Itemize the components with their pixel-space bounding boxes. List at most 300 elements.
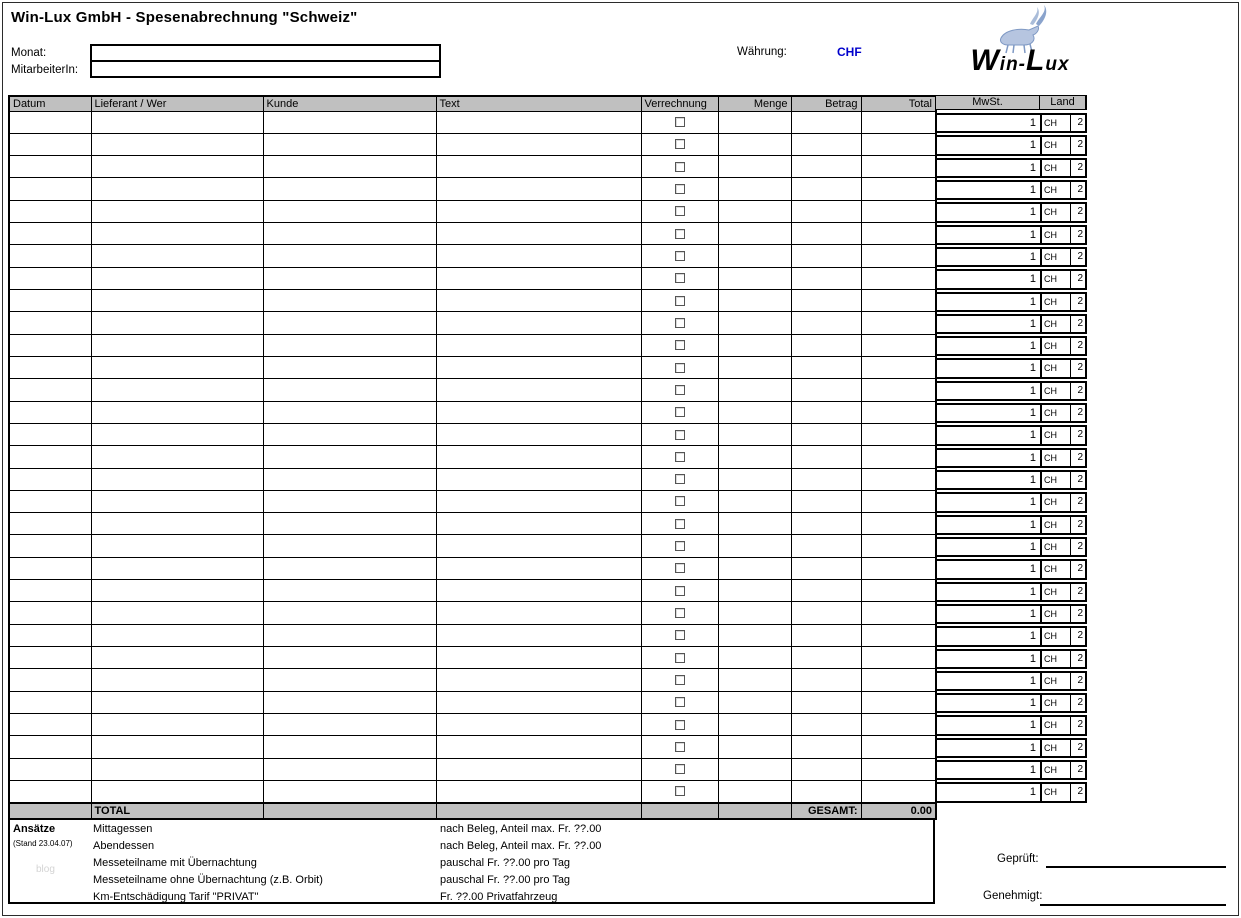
cell-text[interactable]: [436, 513, 641, 535]
cell-betrag[interactable]: [791, 111, 861, 133]
cell-lieferant[interactable]: [91, 647, 263, 669]
mitarbeiterin-input[interactable]: [90, 60, 441, 78]
cell-datum[interactable]: [9, 401, 91, 423]
land-dropdown[interactable]: [1040, 314, 1087, 334]
cell-datum[interactable]: [9, 580, 91, 602]
cell-total[interactable]: [861, 401, 936, 423]
cell-lieferant[interactable]: [91, 758, 263, 780]
land-dropdown[interactable]: [1040, 671, 1087, 691]
cell-lieferant[interactable]: [91, 156, 263, 178]
cell-betrag[interactable]: [791, 178, 861, 200]
cell-betrag[interactable]: [791, 647, 861, 669]
cell-menge[interactable]: [718, 602, 791, 624]
mwst-dropdown[interactable]: 1: [935, 225, 1040, 245]
land-dropdown[interactable]: [1040, 782, 1087, 802]
cell-datum[interactable]: [9, 557, 91, 579]
cell-text[interactable]: [436, 580, 641, 602]
cell-menge[interactable]: [718, 557, 791, 579]
cell-betrag[interactable]: [791, 156, 861, 178]
cell-text[interactable]: [436, 780, 641, 802]
verrechnung-checkbox[interactable]: [675, 273, 685, 283]
cell-text[interactable]: [436, 423, 641, 445]
land-dropdown[interactable]: [1040, 425, 1087, 445]
cell-text[interactable]: [436, 669, 641, 691]
cell-datum[interactable]: [9, 468, 91, 490]
cell-betrag[interactable]: [791, 401, 861, 423]
cell-datum[interactable]: [9, 245, 91, 267]
cell-datum[interactable]: [9, 758, 91, 780]
cell-betrag[interactable]: [791, 780, 861, 802]
cell-menge[interactable]: [718, 580, 791, 602]
cell-betrag[interactable]: [791, 290, 861, 312]
cell-text[interactable]: [436, 178, 641, 200]
cell-total[interactable]: [861, 178, 936, 200]
verrechnung-checkbox[interactable]: [675, 786, 685, 796]
cell-betrag[interactable]: [791, 557, 861, 579]
cell-kunde[interactable]: [263, 334, 436, 356]
cell-kunde[interactable]: [263, 446, 436, 468]
cell-betrag[interactable]: [791, 713, 861, 735]
cell-kunde[interactable]: [263, 490, 436, 512]
verrechnung-checkbox[interactable]: [675, 675, 685, 685]
mwst-dropdown[interactable]: 1: [935, 358, 1040, 378]
cell-total[interactable]: [861, 691, 936, 713]
cell-datum[interactable]: [9, 691, 91, 713]
verrechnung-checkbox[interactable]: [675, 541, 685, 551]
verrechnung-checkbox[interactable]: [675, 452, 685, 462]
cell-betrag[interactable]: [791, 446, 861, 468]
land-dropdown[interactable]: [1040, 381, 1087, 401]
cell-lieferant[interactable]: [91, 178, 263, 200]
cell-datum[interactable]: [9, 133, 91, 155]
cell-betrag[interactable]: [791, 223, 861, 245]
mwst-dropdown[interactable]: 1: [935, 470, 1040, 490]
verrechnung-checkbox[interactable]: [675, 720, 685, 730]
verrechnung-checkbox[interactable]: [675, 162, 685, 172]
cell-datum[interactable]: [9, 736, 91, 758]
cell-lieferant[interactable]: [91, 446, 263, 468]
cell-datum[interactable]: [9, 490, 91, 512]
cell-text[interactable]: [436, 290, 641, 312]
cell-total[interactable]: [861, 758, 936, 780]
cell-kunde[interactable]: [263, 557, 436, 579]
cell-betrag[interactable]: [791, 468, 861, 490]
cell-menge[interactable]: [718, 223, 791, 245]
cell-menge[interactable]: [718, 200, 791, 222]
cell-betrag[interactable]: [791, 513, 861, 535]
cell-datum[interactable]: [9, 535, 91, 557]
cell-total[interactable]: [861, 468, 936, 490]
cell-text[interactable]: [436, 624, 641, 646]
land-dropdown[interactable]: [1040, 604, 1087, 624]
cell-text[interactable]: [436, 535, 641, 557]
cell-text[interactable]: [436, 557, 641, 579]
cell-betrag[interactable]: [791, 334, 861, 356]
land-dropdown[interactable]: [1040, 693, 1087, 713]
land-dropdown[interactable]: [1040, 113, 1087, 133]
cell-total[interactable]: [861, 267, 936, 289]
verrechnung-checkbox[interactable]: [675, 608, 685, 618]
cell-text[interactable]: [436, 111, 641, 133]
cell-kunde[interactable]: [263, 356, 436, 378]
cell-betrag[interactable]: [791, 535, 861, 557]
mwst-dropdown[interactable]: 1: [935, 782, 1040, 802]
cell-kunde[interactable]: [263, 713, 436, 735]
verrechnung-checkbox[interactable]: [675, 184, 685, 194]
cell-datum[interactable]: [9, 602, 91, 624]
cell-text[interactable]: [436, 490, 641, 512]
mwst-dropdown[interactable]: 1: [935, 537, 1040, 557]
cell-kunde[interactable]: [263, 423, 436, 445]
cell-text[interactable]: [436, 736, 641, 758]
cell-menge[interactable]: [718, 490, 791, 512]
cell-total[interactable]: [861, 535, 936, 557]
land-dropdown[interactable]: [1040, 649, 1087, 669]
verrechnung-checkbox[interactable]: [675, 653, 685, 663]
cell-total[interactable]: [861, 736, 936, 758]
cell-kunde[interactable]: [263, 513, 436, 535]
cell-menge[interactable]: [718, 245, 791, 267]
cell-kunde[interactable]: [263, 312, 436, 334]
cell-kunde[interactable]: [263, 111, 436, 133]
cell-kunde[interactable]: [263, 200, 436, 222]
cell-kunde[interactable]: [263, 602, 436, 624]
land-dropdown[interactable]: [1040, 537, 1087, 557]
verrechnung-checkbox[interactable]: [675, 430, 685, 440]
cell-text[interactable]: [436, 691, 641, 713]
cell-text[interactable]: [436, 245, 641, 267]
cell-betrag[interactable]: [791, 736, 861, 758]
verrechnung-checkbox[interactable]: [675, 229, 685, 239]
cell-menge[interactable]: [718, 423, 791, 445]
cell-datum[interactable]: [9, 334, 91, 356]
mwst-dropdown[interactable]: 1: [935, 448, 1040, 468]
cell-kunde[interactable]: [263, 223, 436, 245]
cell-menge[interactable]: [718, 758, 791, 780]
cell-kunde[interactable]: [263, 758, 436, 780]
cell-betrag[interactable]: [791, 691, 861, 713]
cell-menge[interactable]: [718, 513, 791, 535]
cell-datum[interactable]: [9, 446, 91, 468]
land-dropdown[interactable]: [1040, 448, 1087, 468]
cell-datum[interactable]: [9, 356, 91, 378]
cell-total[interactable]: [861, 133, 936, 155]
mwst-dropdown[interactable]: 1: [935, 180, 1040, 200]
cell-lieferant[interactable]: [91, 290, 263, 312]
cell-text[interactable]: [436, 602, 641, 624]
cell-text[interactable]: [436, 758, 641, 780]
cell-lieferant[interactable]: [91, 200, 263, 222]
mwst-dropdown[interactable]: 1: [935, 604, 1040, 624]
cell-text[interactable]: [436, 133, 641, 155]
cell-kunde[interactable]: [263, 647, 436, 669]
cell-total[interactable]: [861, 334, 936, 356]
cell-datum[interactable]: [9, 780, 91, 802]
mwst-dropdown[interactable]: 1: [935, 113, 1040, 133]
land-dropdown[interactable]: [1040, 358, 1087, 378]
cell-lieferant[interactable]: [91, 490, 263, 512]
cell-betrag[interactable]: [791, 312, 861, 334]
cell-total[interactable]: [861, 356, 936, 378]
mwst-dropdown[interactable]: 1: [935, 693, 1040, 713]
cell-text[interactable]: [436, 267, 641, 289]
land-dropdown[interactable]: [1040, 247, 1087, 267]
cell-betrag[interactable]: [791, 580, 861, 602]
land-dropdown[interactable]: [1040, 180, 1087, 200]
land-dropdown[interactable]: [1040, 225, 1087, 245]
mwst-dropdown[interactable]: 1: [935, 582, 1040, 602]
cell-menge[interactable]: [718, 468, 791, 490]
cell-total[interactable]: [861, 647, 936, 669]
cell-datum[interactable]: [9, 312, 91, 334]
cell-kunde[interactable]: [263, 156, 436, 178]
cell-lieferant[interactable]: [91, 379, 263, 401]
cell-text[interactable]: [436, 713, 641, 735]
land-dropdown[interactable]: [1040, 492, 1087, 512]
mwst-dropdown[interactable]: 1: [935, 515, 1040, 535]
mwst-dropdown[interactable]: 1: [935, 403, 1040, 423]
cell-lieferant[interactable]: [91, 513, 263, 535]
land-dropdown[interactable]: [1040, 135, 1087, 155]
land-dropdown[interactable]: [1040, 559, 1087, 579]
cell-menge[interactable]: [718, 736, 791, 758]
land-dropdown[interactable]: [1040, 269, 1087, 289]
land-dropdown[interactable]: [1040, 470, 1087, 490]
cell-kunde[interactable]: [263, 133, 436, 155]
cell-total[interactable]: [861, 557, 936, 579]
mwst-dropdown[interactable]: 1: [935, 738, 1040, 758]
cell-kunde[interactable]: [263, 624, 436, 646]
cell-lieferant[interactable]: [91, 356, 263, 378]
cell-datum[interactable]: [9, 200, 91, 222]
cell-total[interactable]: [861, 223, 936, 245]
cell-kunde[interactable]: [263, 245, 436, 267]
verrechnung-checkbox[interactable]: [675, 630, 685, 640]
verrechnung-checkbox[interactable]: [675, 697, 685, 707]
land-dropdown[interactable]: [1040, 292, 1087, 312]
cell-lieferant[interactable]: [91, 401, 263, 423]
cell-menge[interactable]: [718, 401, 791, 423]
cell-total[interactable]: [861, 423, 936, 445]
cell-total[interactable]: [861, 290, 936, 312]
cell-text[interactable]: [436, 468, 641, 490]
cell-datum[interactable]: [9, 223, 91, 245]
cell-lieferant[interactable]: [91, 580, 263, 602]
cell-datum[interactable]: [9, 379, 91, 401]
cell-menge[interactable]: [718, 691, 791, 713]
verrechnung-checkbox[interactable]: [675, 496, 685, 506]
land-dropdown[interactable]: [1040, 582, 1087, 602]
mwst-dropdown[interactable]: 1: [935, 381, 1040, 401]
verrechnung-checkbox[interactable]: [675, 117, 685, 127]
cell-text[interactable]: [436, 356, 641, 378]
mwst-dropdown[interactable]: 1: [935, 292, 1040, 312]
cell-betrag[interactable]: [791, 602, 861, 624]
cell-kunde[interactable]: [263, 267, 436, 289]
mwst-dropdown[interactable]: 1: [935, 559, 1040, 579]
cell-lieferant[interactable]: [91, 736, 263, 758]
land-dropdown[interactable]: [1040, 715, 1087, 735]
cell-text[interactable]: [436, 223, 641, 245]
mwst-dropdown[interactable]: 1: [935, 269, 1040, 289]
cell-text[interactable]: [436, 647, 641, 669]
cell-datum[interactable]: [9, 290, 91, 312]
cell-total[interactable]: [861, 379, 936, 401]
cell-datum[interactable]: [9, 111, 91, 133]
mwst-dropdown[interactable]: 1: [935, 202, 1040, 222]
verrechnung-checkbox[interactable]: [675, 251, 685, 261]
cell-total[interactable]: [861, 111, 936, 133]
cell-menge[interactable]: [718, 446, 791, 468]
cell-lieferant[interactable]: [91, 312, 263, 334]
cell-menge[interactable]: [718, 290, 791, 312]
mwst-dropdown[interactable]: 1: [935, 492, 1040, 512]
cell-menge[interactable]: [718, 713, 791, 735]
land-dropdown[interactable]: [1040, 202, 1087, 222]
cell-kunde[interactable]: [263, 468, 436, 490]
mwst-dropdown[interactable]: 1: [935, 715, 1040, 735]
cell-menge[interactable]: [718, 133, 791, 155]
cell-kunde[interactable]: [263, 669, 436, 691]
cell-menge[interactable]: [718, 178, 791, 200]
cell-text[interactable]: [436, 334, 641, 356]
mwst-dropdown[interactable]: 1: [935, 425, 1040, 445]
cell-datum[interactable]: [9, 624, 91, 646]
cell-betrag[interactable]: [791, 379, 861, 401]
cell-lieferant[interactable]: [91, 267, 263, 289]
cell-datum[interactable]: [9, 267, 91, 289]
cell-lieferant[interactable]: [91, 669, 263, 691]
land-dropdown[interactable]: [1040, 158, 1087, 178]
cell-betrag[interactable]: [791, 133, 861, 155]
cell-datum[interactable]: [9, 156, 91, 178]
cell-kunde[interactable]: [263, 379, 436, 401]
cell-lieferant[interactable]: [91, 111, 263, 133]
cell-betrag[interactable]: [791, 245, 861, 267]
cell-menge[interactable]: [718, 267, 791, 289]
cell-betrag[interactable]: [791, 423, 861, 445]
land-dropdown[interactable]: [1040, 403, 1087, 423]
cell-menge[interactable]: [718, 647, 791, 669]
cell-betrag[interactable]: [791, 267, 861, 289]
verrechnung-checkbox[interactable]: [675, 296, 685, 306]
cell-kunde[interactable]: [263, 736, 436, 758]
cell-text[interactable]: [436, 446, 641, 468]
cell-kunde[interactable]: [263, 780, 436, 802]
mwst-dropdown[interactable]: 1: [935, 135, 1040, 155]
verrechnung-checkbox[interactable]: [675, 363, 685, 373]
cell-kunde[interactable]: [263, 401, 436, 423]
cell-text[interactable]: [436, 156, 641, 178]
cell-total[interactable]: [861, 200, 936, 222]
mwst-dropdown[interactable]: 1: [935, 314, 1040, 334]
cell-total[interactable]: [861, 624, 936, 646]
cell-total[interactable]: [861, 713, 936, 735]
cell-lieferant[interactable]: [91, 223, 263, 245]
mwst-dropdown[interactable]: 1: [935, 671, 1040, 691]
mwst-dropdown[interactable]: 1: [935, 336, 1040, 356]
verrechnung-checkbox[interactable]: [675, 206, 685, 216]
cell-text[interactable]: [436, 200, 641, 222]
cell-total[interactable]: [861, 780, 936, 802]
cell-lieferant[interactable]: [91, 691, 263, 713]
verrechnung-checkbox[interactable]: [675, 139, 685, 149]
cell-menge[interactable]: [718, 379, 791, 401]
cell-menge[interactable]: [718, 156, 791, 178]
cell-betrag[interactable]: [791, 490, 861, 512]
cell-total[interactable]: [861, 490, 936, 512]
verrechnung-checkbox[interactable]: [675, 340, 685, 350]
cell-lieferant[interactable]: [91, 245, 263, 267]
cell-menge[interactable]: [718, 535, 791, 557]
cell-lieferant[interactable]: [91, 780, 263, 802]
cell-lieferant[interactable]: [91, 624, 263, 646]
cell-menge[interactable]: [718, 356, 791, 378]
cell-datum[interactable]: [9, 713, 91, 735]
mwst-dropdown[interactable]: 1: [935, 649, 1040, 669]
verrechnung-checkbox[interactable]: [675, 318, 685, 328]
cell-lieferant[interactable]: [91, 334, 263, 356]
cell-lieferant[interactable]: [91, 133, 263, 155]
cell-menge[interactable]: [718, 780, 791, 802]
cell-text[interactable]: [436, 312, 641, 334]
cell-lieferant[interactable]: [91, 468, 263, 490]
land-dropdown[interactable]: [1040, 626, 1087, 646]
cell-menge[interactable]: [718, 334, 791, 356]
land-dropdown[interactable]: [1040, 515, 1087, 535]
land-dropdown[interactable]: [1040, 336, 1087, 356]
verrechnung-checkbox[interactable]: [675, 764, 685, 774]
cell-menge[interactable]: [718, 312, 791, 334]
cell-betrag[interactable]: [791, 758, 861, 780]
cell-text[interactable]: [436, 379, 641, 401]
cell-menge[interactable]: [718, 111, 791, 133]
cell-betrag[interactable]: [791, 624, 861, 646]
cell-datum[interactable]: [9, 513, 91, 535]
cell-total[interactable]: [861, 245, 936, 267]
cell-kunde[interactable]: [263, 535, 436, 557]
cell-betrag[interactable]: [791, 669, 861, 691]
cell-total[interactable]: [861, 513, 936, 535]
cell-kunde[interactable]: [263, 290, 436, 312]
cell-datum[interactable]: [9, 178, 91, 200]
land-dropdown[interactable]: [1040, 738, 1087, 758]
cell-total[interactable]: [861, 602, 936, 624]
mwst-dropdown[interactable]: 1: [935, 158, 1040, 178]
cell-betrag[interactable]: [791, 356, 861, 378]
verrechnung-checkbox[interactable]: [675, 474, 685, 484]
verrechnung-checkbox[interactable]: [675, 385, 685, 395]
cell-total[interactable]: [861, 669, 936, 691]
cell-datum[interactable]: [9, 647, 91, 669]
mwst-dropdown[interactable]: 1: [935, 626, 1040, 646]
mwst-dropdown[interactable]: 1: [935, 760, 1040, 780]
cell-lieferant[interactable]: [91, 713, 263, 735]
cell-lieferant[interactable]: [91, 602, 263, 624]
cell-datum[interactable]: [9, 669, 91, 691]
cell-total[interactable]: [861, 312, 936, 334]
cell-lieferant[interactable]: [91, 557, 263, 579]
cell-menge[interactable]: [718, 624, 791, 646]
verrechnung-checkbox[interactable]: [675, 519, 685, 529]
verrechnung-checkbox[interactable]: [675, 586, 685, 596]
cell-kunde[interactable]: [263, 691, 436, 713]
verrechnung-checkbox[interactable]: [675, 407, 685, 417]
mwst-dropdown[interactable]: 1: [935, 247, 1040, 267]
land-dropdown[interactable]: [1040, 760, 1087, 780]
cell-betrag[interactable]: [791, 200, 861, 222]
cell-total[interactable]: [861, 446, 936, 468]
